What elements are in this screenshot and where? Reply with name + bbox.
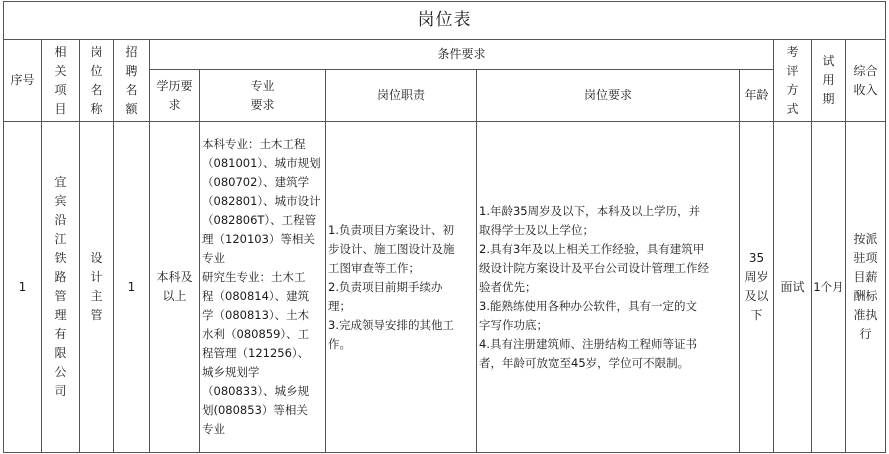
header-project: 相关项目 bbox=[42, 40, 80, 122]
header-age: 年龄 bbox=[740, 70, 774, 122]
text-line: 2.负责项目前期手续办 bbox=[328, 279, 443, 294]
header-education: 学历要求 bbox=[150, 70, 200, 122]
cell-education: 本科及以上 bbox=[150, 122, 200, 452]
text-line: 程管理（121256）、 bbox=[202, 346, 310, 360]
text-line: 学（080813）、土木 bbox=[202, 308, 310, 322]
text-line: （080833）、城乡规 bbox=[202, 384, 310, 398]
cell-probation: 1个月 bbox=[812, 122, 846, 452]
cell-age: 35周岁及以下 bbox=[740, 122, 774, 452]
text-line: 城乡规划学 bbox=[202, 365, 260, 379]
text-line: 步设计、施工图设计及施 bbox=[328, 241, 455, 256]
text-line: 3.能熟练使用各种办公软件，具有一定的文 bbox=[479, 298, 697, 313]
text-line: 水利（080859）、工 bbox=[202, 327, 310, 341]
text-line: 理（120103）等相关 bbox=[202, 232, 315, 246]
text-line: 级设计院方案设计及平台公司设计管理工作经 bbox=[479, 260, 709, 275]
text-line: 1.年龄35周岁及以下，本科及以上学历，并 bbox=[479, 203, 701, 218]
position-table bbox=[3, 1, 886, 453]
text-line: （081001）、城市规划 bbox=[202, 156, 321, 170]
text-line: （082801）、城市设计 bbox=[202, 194, 321, 208]
cell-duties bbox=[326, 122, 477, 452]
text-line: 研究生专业：土木工 bbox=[202, 270, 306, 284]
text-line: 字写作功底； bbox=[479, 317, 548, 332]
header-income: 综合收入 bbox=[846, 40, 885, 122]
text-line: 本科专业：土木工程 bbox=[202, 137, 306, 151]
cell-requirements bbox=[477, 122, 740, 452]
header-position-name: 岗位名称 bbox=[80, 40, 114, 122]
cell-income: 按派驻项目薪酬标准执行 bbox=[853, 232, 878, 341]
requirements-text bbox=[479, 202, 709, 373]
header-requirements: 岗位要求 bbox=[477, 70, 740, 122]
header-recruit-count: 招聘名额 bbox=[114, 40, 150, 122]
header-conditions: 条件要求 bbox=[150, 40, 774, 70]
text-line: 者，年龄可放宽至45岁，学位可不限制。 bbox=[479, 355, 690, 370]
text-line: 程（080814）、建筑 bbox=[202, 289, 310, 303]
cell-position-name: 设计主管 bbox=[80, 122, 114, 452]
duties-text bbox=[328, 221, 455, 354]
cell-project: 宜宾沿江铁路管理有限公司 bbox=[42, 122, 80, 452]
text-line: 作。 bbox=[328, 336, 351, 351]
header-seq: 序号 bbox=[4, 40, 42, 122]
text-line: 验者优先； bbox=[479, 279, 537, 294]
cell-assessment: 面试 bbox=[774, 122, 812, 452]
header-duties: 岗位职责 bbox=[326, 70, 477, 122]
text-line: 3.完成领导安排的其他工 bbox=[328, 317, 454, 332]
header-major: 专业要求 bbox=[200, 70, 326, 122]
text-line: 1.负责项目方案设计、初 bbox=[328, 222, 454, 237]
text-line: 理； bbox=[328, 298, 351, 313]
cell-seq: 1 bbox=[4, 122, 42, 452]
cell-major bbox=[200, 122, 326, 452]
cell-recruit-count: 1 bbox=[114, 122, 150, 452]
text-line: 2.具有3年及以上相关工作经验，具有建筑甲 bbox=[479, 241, 705, 256]
text-line: 专业 bbox=[202, 251, 225, 265]
table-title: 岗位表 bbox=[4, 2, 885, 40]
text-line: 取得学士及以上学位； bbox=[479, 222, 594, 237]
header-assessment: 考评方式 bbox=[774, 40, 812, 122]
text-line: （082806T）、工程管 bbox=[202, 213, 317, 227]
text-line: 专业 bbox=[202, 422, 225, 436]
text-line: 4.具有注册建筑师、注册结构工程师等证书 bbox=[479, 336, 697, 351]
text-line: 划(080853）等相关 bbox=[202, 403, 308, 417]
header-probation: 试用期 bbox=[812, 40, 846, 122]
major-text bbox=[202, 135, 321, 439]
text-line: （080702）、建筑学 bbox=[202, 175, 310, 189]
text-line: 工图审查等工作； bbox=[328, 260, 420, 275]
